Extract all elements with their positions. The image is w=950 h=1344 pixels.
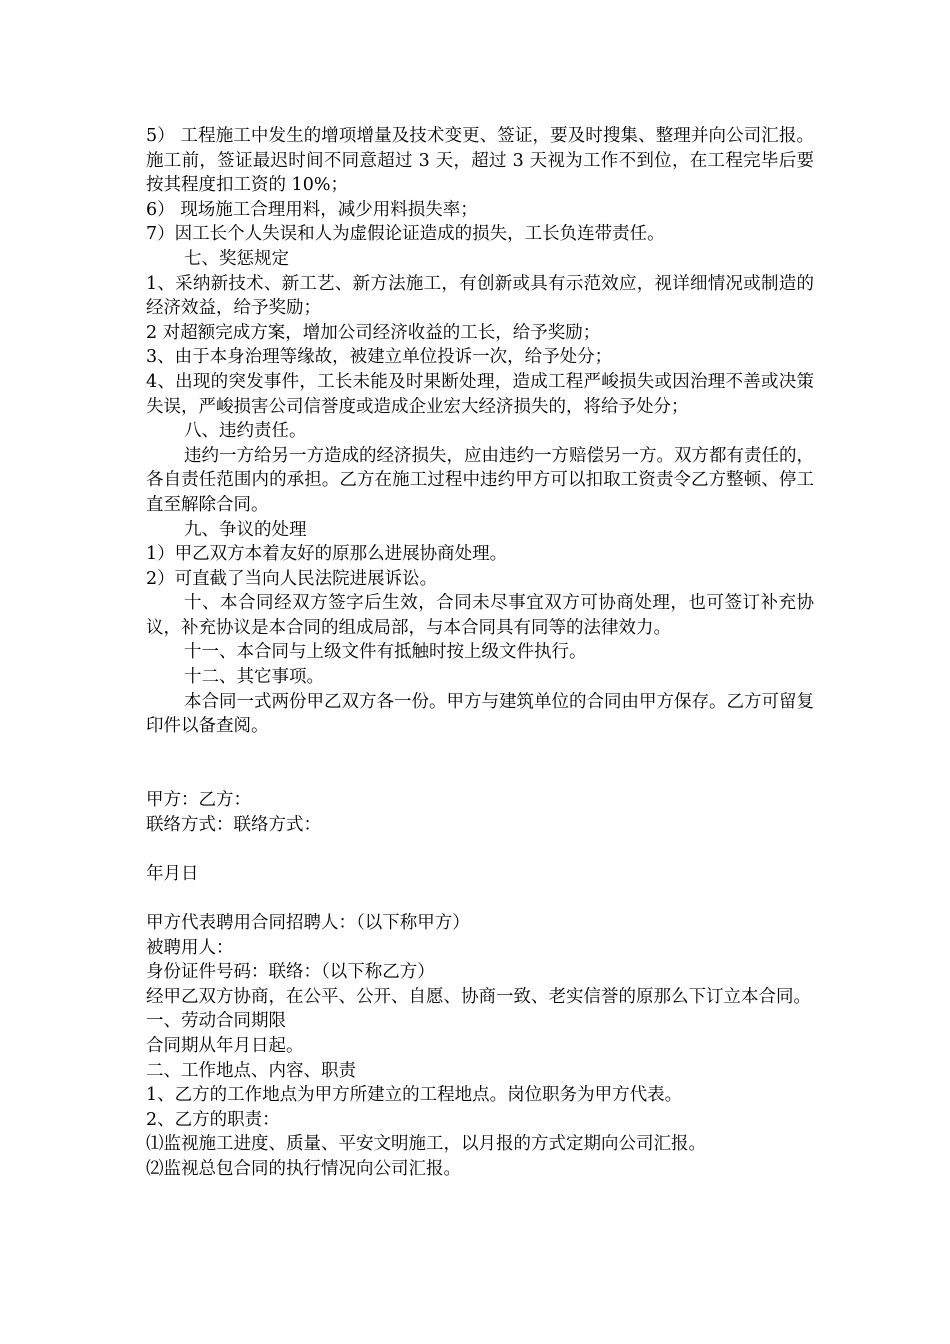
contract2-id: 身份证件号码：联络：（以下称乙方） [146, 962, 435, 983]
contract2-heading-workplace: 二、工作地点、内容、职责 [146, 1060, 356, 1081]
section-heading-breach: 八、违约责任。 [184, 421, 307, 442]
paragraph-item-5: 5） 工程施工中发生的增项增量及技术变更、签证，要及时搜集、整理并向公司汇报。施工前，签证最迟时间不同意超过 3 天，超过 3 天视为工作不到位，在工程完毕后要按其程度扣工资的 10%； [146, 126, 814, 196]
section-heading-dispute: 九、争议的处理 [184, 519, 307, 540]
paragraph-reward-2: 2 对超额完成方案，增加公司经济收益的工长，给予奖励； [146, 322, 601, 343]
contract2-employee: 被聘用人： [146, 937, 234, 958]
contract2-duty-2: ⑵监视总包合同的执行情况向公司汇报。 [146, 1158, 461, 1179]
paragraph-copies: 本合同一式两份甲乙双方各一份。甲方与建筑单位的合同由甲方保存。乙方可留复印件以备查阅。 [146, 691, 814, 737]
contract2-workplace: 1、乙方的工作地点为甲方所建立的工程地点。岗位职务为甲方代表。 [146, 1085, 683, 1106]
paragraph-reward-3: 3、由于本身治理等缘故，被建立单位投诉一次，给予处分； [146, 347, 613, 368]
section-heading-other: 十二、其它事项。 [184, 667, 324, 688]
contract2-title: 甲方代表聘用合同招聘人：（以下称甲方） [146, 913, 470, 933]
section-conflict: 十一、本合同与上级文件有抵触时按上级文件执行。 [184, 642, 587, 663]
paragraph-breach: 违约一方给另一方造成的经济损失，应由违约一方赔偿另一方。双方都有责任的，各自责任范围内的承担。乙方在施工过程中违约甲方可以扣取工资责令乙方整顿、停工直至解除合同。 [146, 445, 814, 515]
paragraph-item-6: 6） 现场施工合理用料，减少用料损失率； [146, 199, 478, 220]
paragraph-reward-4: 4、出现的突发事件，工长未能及时果断处理，造成工程严峻损失或因治理不善或决策失误，严峻损害公司信誉度或造成企业宏大经济损失的，将给予处分； [146, 371, 814, 417]
signature-parties: 甲方：乙方： [146, 790, 251, 811]
blank-space [146, 886, 814, 911]
blank-space [146, 739, 814, 788]
document-body [146, 124, 814, 1182]
signature-contacts: 联络方式：联络方式： [146, 814, 321, 835]
contract2-duties-heading: 2、乙方的职责： [146, 1109, 280, 1130]
contract2-intro: 经甲乙双方协商，在公平、公开、自愿、协商一致、老实信誉的原那么下订立本合同。 [146, 986, 811, 1007]
paragraph-dispute-1: 1）甲乙双方本着友好的原那么进展协商处理。 [146, 544, 508, 565]
blank-space [146, 837, 814, 862]
contract2-term: 合同期从年月日起。 [146, 1035, 304, 1056]
contract2-heading-term: 一、劳动合同期限 [146, 1011, 286, 1032]
paragraph-dispute-2: 2）可直截了当向人民法院进展诉讼。 [146, 568, 438, 589]
contract2-duty-1: ⑴监视施工进度、质量、平安文明施工，以月报的方式定期向公司汇报。 [146, 1134, 706, 1155]
signature-date: 年月日 [146, 863, 199, 884]
section-heading-rewards: 七、奖惩规定 [184, 248, 289, 269]
section-effective: 十、本合同经双方签字后生效，合同未尽事宜双方可协商处理，也可签订补充协议，补充协议是本合同的组成局部，与本合同具有同等的法律效力。 [146, 593, 814, 638]
paragraph-reward-1: 1、采纳新技术、新工艺、新方法施工，有创新或具有示范效应，视详细情况或制造的经济效益，给予奖励； [146, 273, 814, 319]
paragraph-item-7: 7）因工长个人失误和人为虚假论证造成的损失，工长负连带责任。 [146, 224, 665, 245]
